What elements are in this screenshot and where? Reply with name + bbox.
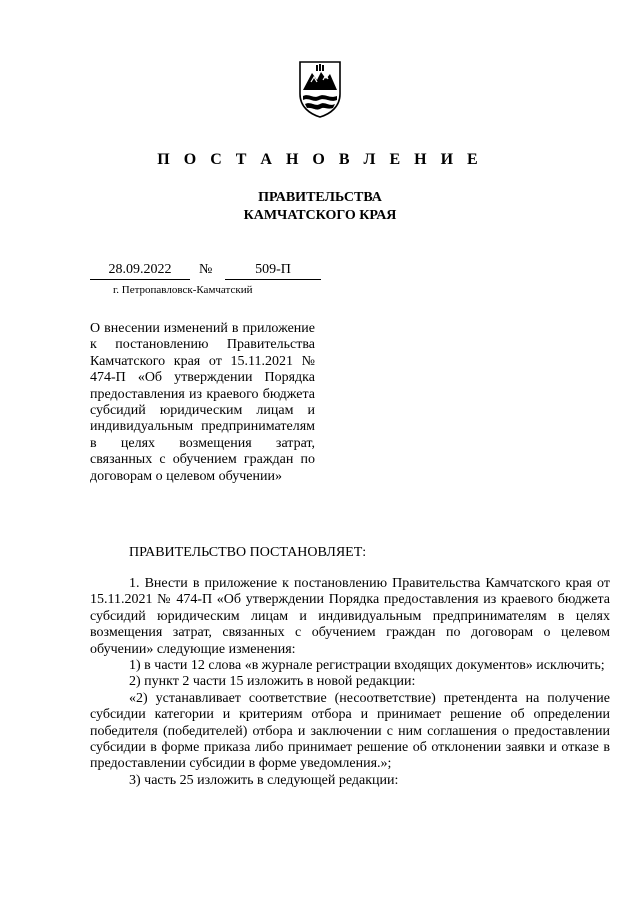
body-paragraph: 1. Внести в приложение к постановлению Правительства Камчатского края от 15.11.2021 № 474-П «Об утверждении Порядка предоставления из краевого бюджета субсидий юридическим лицам и индивидуальным предпринимателям в целях возмещения затрат, связанных с обучением граждан по договорам о целевом обучении» следующие изменения: <box>90 576 610 657</box>
document-type-title: П О С Т А Н О В Л Е Н И Е <box>157 151 483 168</box>
body-paragraph: «2) устанавливает соответствие (несоответствие) претендента на получение субсидии категории и критериям отбора и принимает решение об определении победителя (победителей) отбора и заключении с ним соглашения о предоставлении субсидии в форме приказа либо принимает решение об отклонении заявки и отказе в предоставлении субсидии в форме уведомления.»; <box>90 690 610 772</box>
decree-heading: ПРАВИТЕЛЬСТВО ПОСТАНОВЛЯЕТ: <box>129 545 367 560</box>
kamchatka-coat-of-arms-icon <box>297 60 343 118</box>
issuing-authority <box>0 189 640 225</box>
document-city: г. Петропавловск-Камчатский <box>113 284 253 296</box>
document-body <box>90 576 610 789</box>
authority-line-2: КАМЧАТСКОГО КРАЯ <box>243 208 397 223</box>
document-date: 28.09.2022 <box>90 262 190 280</box>
number-sign: № <box>199 262 213 277</box>
document-number: 509-П <box>225 262 321 280</box>
body-paragraph: 2) пункт 2 части 15 изложить в новой редакции: <box>129 674 416 690</box>
body-paragraph: 3) часть 25 изложить в следующей редакции: <box>129 772 399 788</box>
body-paragraph: 1) в части 12 слова «в журнале регистрации входящих документов» исключить; <box>129 658 605 674</box>
document-subject: О внесении изменений в приложение к постановлению Правительства Камчатского края от 15.11.2021 № 474-П «Об утверждении Порядка предоставления из краевого бюджета субсидий юридическим лицам и индивидуальным предпринимателям в целях возмещения затрат, связанных с обучением граждан по договорам о целевом обучении» <box>90 321 315 484</box>
authority-line-1: ПРАВИТЕЛЬСТВА <box>258 190 382 205</box>
